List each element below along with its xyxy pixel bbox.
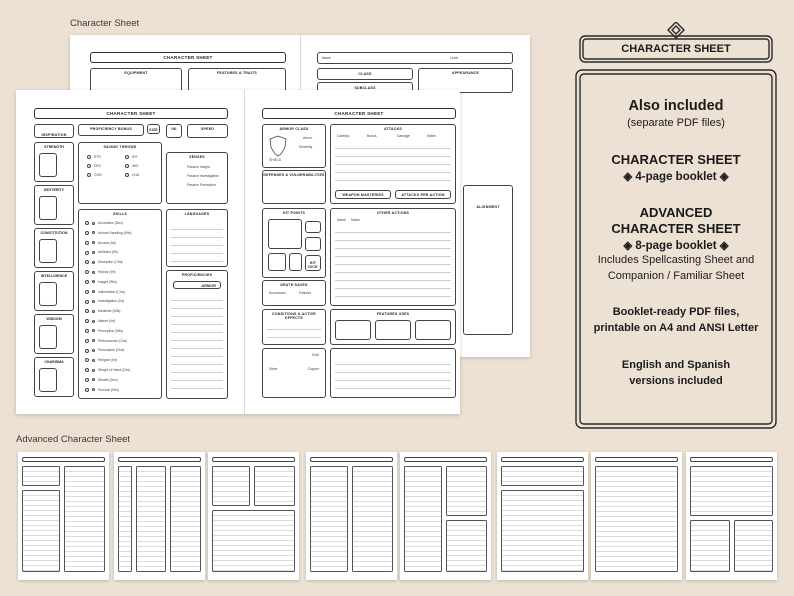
shield-icon — [268, 135, 288, 157]
ability-label: CONSTITUTION — [40, 231, 68, 235]
panel-title: CHARACTER SHEET — [621, 43, 731, 55]
ability-box — [34, 357, 74, 397]
inspiration-box: INSPIRATION — [34, 124, 74, 138]
ability-label: STRENGTH — [44, 145, 64, 149]
defenses-box: DEFENSES & VULNERABILITIES — [262, 170, 326, 204]
skill-item: Persuasion (Cha) — [85, 348, 124, 352]
ability-box — [34, 271, 74, 311]
cs-title: CHARACTER SHEET — [611, 152, 741, 167]
skills-box: SKILLS Acrobatics (Dex) Animal Handling (Wis) Arcana (Int) Athletics (Str) Deception (Cha) History (Int) Insight (Wis) Intimidation (Cha) Investigation (Int) Medicine (Wis) Nature (Int) Perception (Wis) Performance (Cha) Persuasion (Cha) Religion (Int) Sleight of Hand (Dex) Stealth (Dex) Survival (Wis) — [78, 209, 162, 399]
save-item: STR — [87, 155, 101, 159]
skill-item: Animal Handling (Wis) — [85, 231, 132, 235]
action-col-header: Notes — [351, 218, 360, 222]
coins-box: Gold Silver Copper — [262, 348, 326, 398]
death-saves-box: DEATH SAVES Successes Failures — [262, 280, 326, 306]
passive-item: Passive Perception — [187, 183, 217, 187]
name-box: Name Level — [317, 52, 513, 64]
action-col-header: Name — [337, 218, 347, 222]
armor-class-box: ARMOR CLASS SHIELD Armor Dexterity — [262, 124, 326, 168]
save-item: CHA — [125, 173, 139, 177]
adv-page-1 — [18, 452, 109, 580]
size-box: SIZE — [147, 124, 160, 134]
save-item: WIS — [125, 164, 138, 168]
cs-sub: ◈ 4-page booklet ◈ — [623, 171, 729, 183]
also-sub: (separate PDF files) — [627, 117, 725, 129]
attack-col-header: Notes — [427, 134, 436, 138]
character-sheet-label: Character Sheet — [70, 18, 140, 29]
attacks-box: ATTACKS Cantrips Bonus Damage Notes WEAPON MASTERIES ATTACKS PER ACTION — [330, 124, 456, 204]
adv-page-3 — [208, 452, 299, 580]
lang-2: versions included — [629, 375, 723, 387]
skill-item: Religion (Int) — [85, 358, 117, 362]
features-box: FEATURES & TRAITS — [188, 68, 286, 93]
booklet-1: Booklet-ready PDF files, — [612, 306, 740, 318]
skill-item: Intimidation (Cha) — [85, 290, 125, 294]
adv-desc-1: Includes Spellcasting Sheet and — [597, 254, 755, 266]
adv-page-5 — [400, 452, 491, 580]
class-box: CLASS — [317, 68, 413, 80]
ability-box — [34, 142, 74, 182]
conditions-box: CONDITIONS & ACTIVE EFFECTS — [262, 309, 326, 345]
info-panel — [572, 22, 780, 432]
other-actions-box: OTHER ACTIONS Name Notes — [330, 208, 456, 306]
languages-box: LANGUAGES — [166, 209, 228, 267]
advanced-sheet-label: Advanced Character Sheet — [16, 434, 131, 445]
armor-subbox: ARMOR — [173, 281, 221, 289]
save-item: CON — [87, 173, 102, 177]
adv-sub: ◈ 8-page booklet ◈ — [623, 240, 729, 252]
ability-box — [34, 185, 74, 225]
notes-box — [330, 348, 456, 398]
senses-box: SENSES Passive Insight Passive Investigation Passive Perception — [166, 152, 228, 204]
adv-page-6 — [497, 452, 588, 580]
hit-points-box: HIT POINTS HIT DICE — [262, 208, 326, 278]
ability-label: DEXTERITY — [43, 188, 65, 192]
ability-label: INTELLIGENCE — [40, 274, 68, 278]
alignment-box: ALIGNMENT — [463, 185, 513, 335]
skill-item: Athletics (Str) — [85, 250, 118, 254]
skill-item: Nature (Int) — [85, 319, 115, 323]
adv-page-4 — [306, 452, 397, 580]
skill-item: Survival (Wis) — [85, 388, 119, 392]
save-item: DEX — [87, 164, 101, 168]
skill-item: Performance (Cha) — [85, 339, 127, 343]
skill-item: Perception (Wis) — [85, 329, 123, 333]
attacks-per-action-box: ATTACKS PER ACTION — [395, 190, 451, 199]
adv-page-2 — [114, 452, 205, 580]
adv-page-7 — [591, 452, 682, 580]
adv-desc-2: Companion / Familiar Sheet — [607, 270, 745, 282]
passive-item: Passive Insight — [187, 165, 210, 169]
adv-page-8 — [686, 452, 777, 580]
saving-throws-box: SAVING THROWS STR DEX CON INT WIS CHA — [78, 142, 162, 204]
also-title: Also included — [628, 98, 724, 114]
booklet-2: printable on A4 and ANSI Letter — [593, 322, 759, 334]
features-uses-box: FEATURES USES — [330, 309, 456, 345]
ability-label: CHARISMA — [44, 360, 64, 364]
ability-box — [34, 314, 74, 354]
adv-title-1: ADVANCED — [639, 205, 713, 220]
skill-item: Insight (Wis) — [85, 280, 117, 284]
ability-box — [34, 228, 74, 268]
skill-item: Arcana (Int) — [85, 241, 116, 245]
skill-item: Deception (Cha) — [85, 260, 123, 264]
skill-item: History (Int) — [85, 270, 116, 274]
save-item: INT — [125, 155, 137, 159]
speed-box: SPEED — [187, 124, 228, 138]
initiative-box: INI — [166, 124, 182, 138]
equipment-box: EQUIPMENT — [90, 68, 182, 93]
skill-item: Medicine (Wis) — [85, 309, 120, 313]
adv-title-2: CHARACTER SHEET — [611, 221, 741, 236]
front-spread — [16, 90, 460, 414]
subclass-box: SUBCLASS — [317, 82, 413, 93]
front-header-left: CHARACTER SHEET — [34, 108, 228, 119]
attack-col-header: Cantrips — [337, 134, 350, 138]
skill-item: Sleight of Hand (Dex) — [85, 368, 130, 372]
skill-item: Investigation (Int) — [85, 299, 124, 303]
appearance-box: APPEARANCE — [418, 68, 513, 93]
weapon-masteries-box: WEAPON MASTERIES — [335, 190, 391, 199]
proficiencies-box: PROFICIENCIES ARMOR — [166, 270, 228, 399]
attack-col-header: Bonus — [367, 134, 377, 138]
front-header-right: CHARACTER SHEET — [262, 108, 456, 119]
skill-item: Stealth (Dex) — [85, 378, 118, 382]
ability-label: WISDOM — [46, 317, 62, 321]
proficiency-box: PROFICIENCY BONUS — [78, 124, 144, 136]
lang-1: English and Spanish — [621, 359, 731, 371]
back-header-left: CHARACTER SHEET — [90, 52, 286, 63]
skill-item: Acrobatics (Dex) — [85, 221, 123, 225]
passive-item: Passive Investigation — [187, 174, 219, 178]
attack-col-header: Damage — [397, 134, 410, 138]
